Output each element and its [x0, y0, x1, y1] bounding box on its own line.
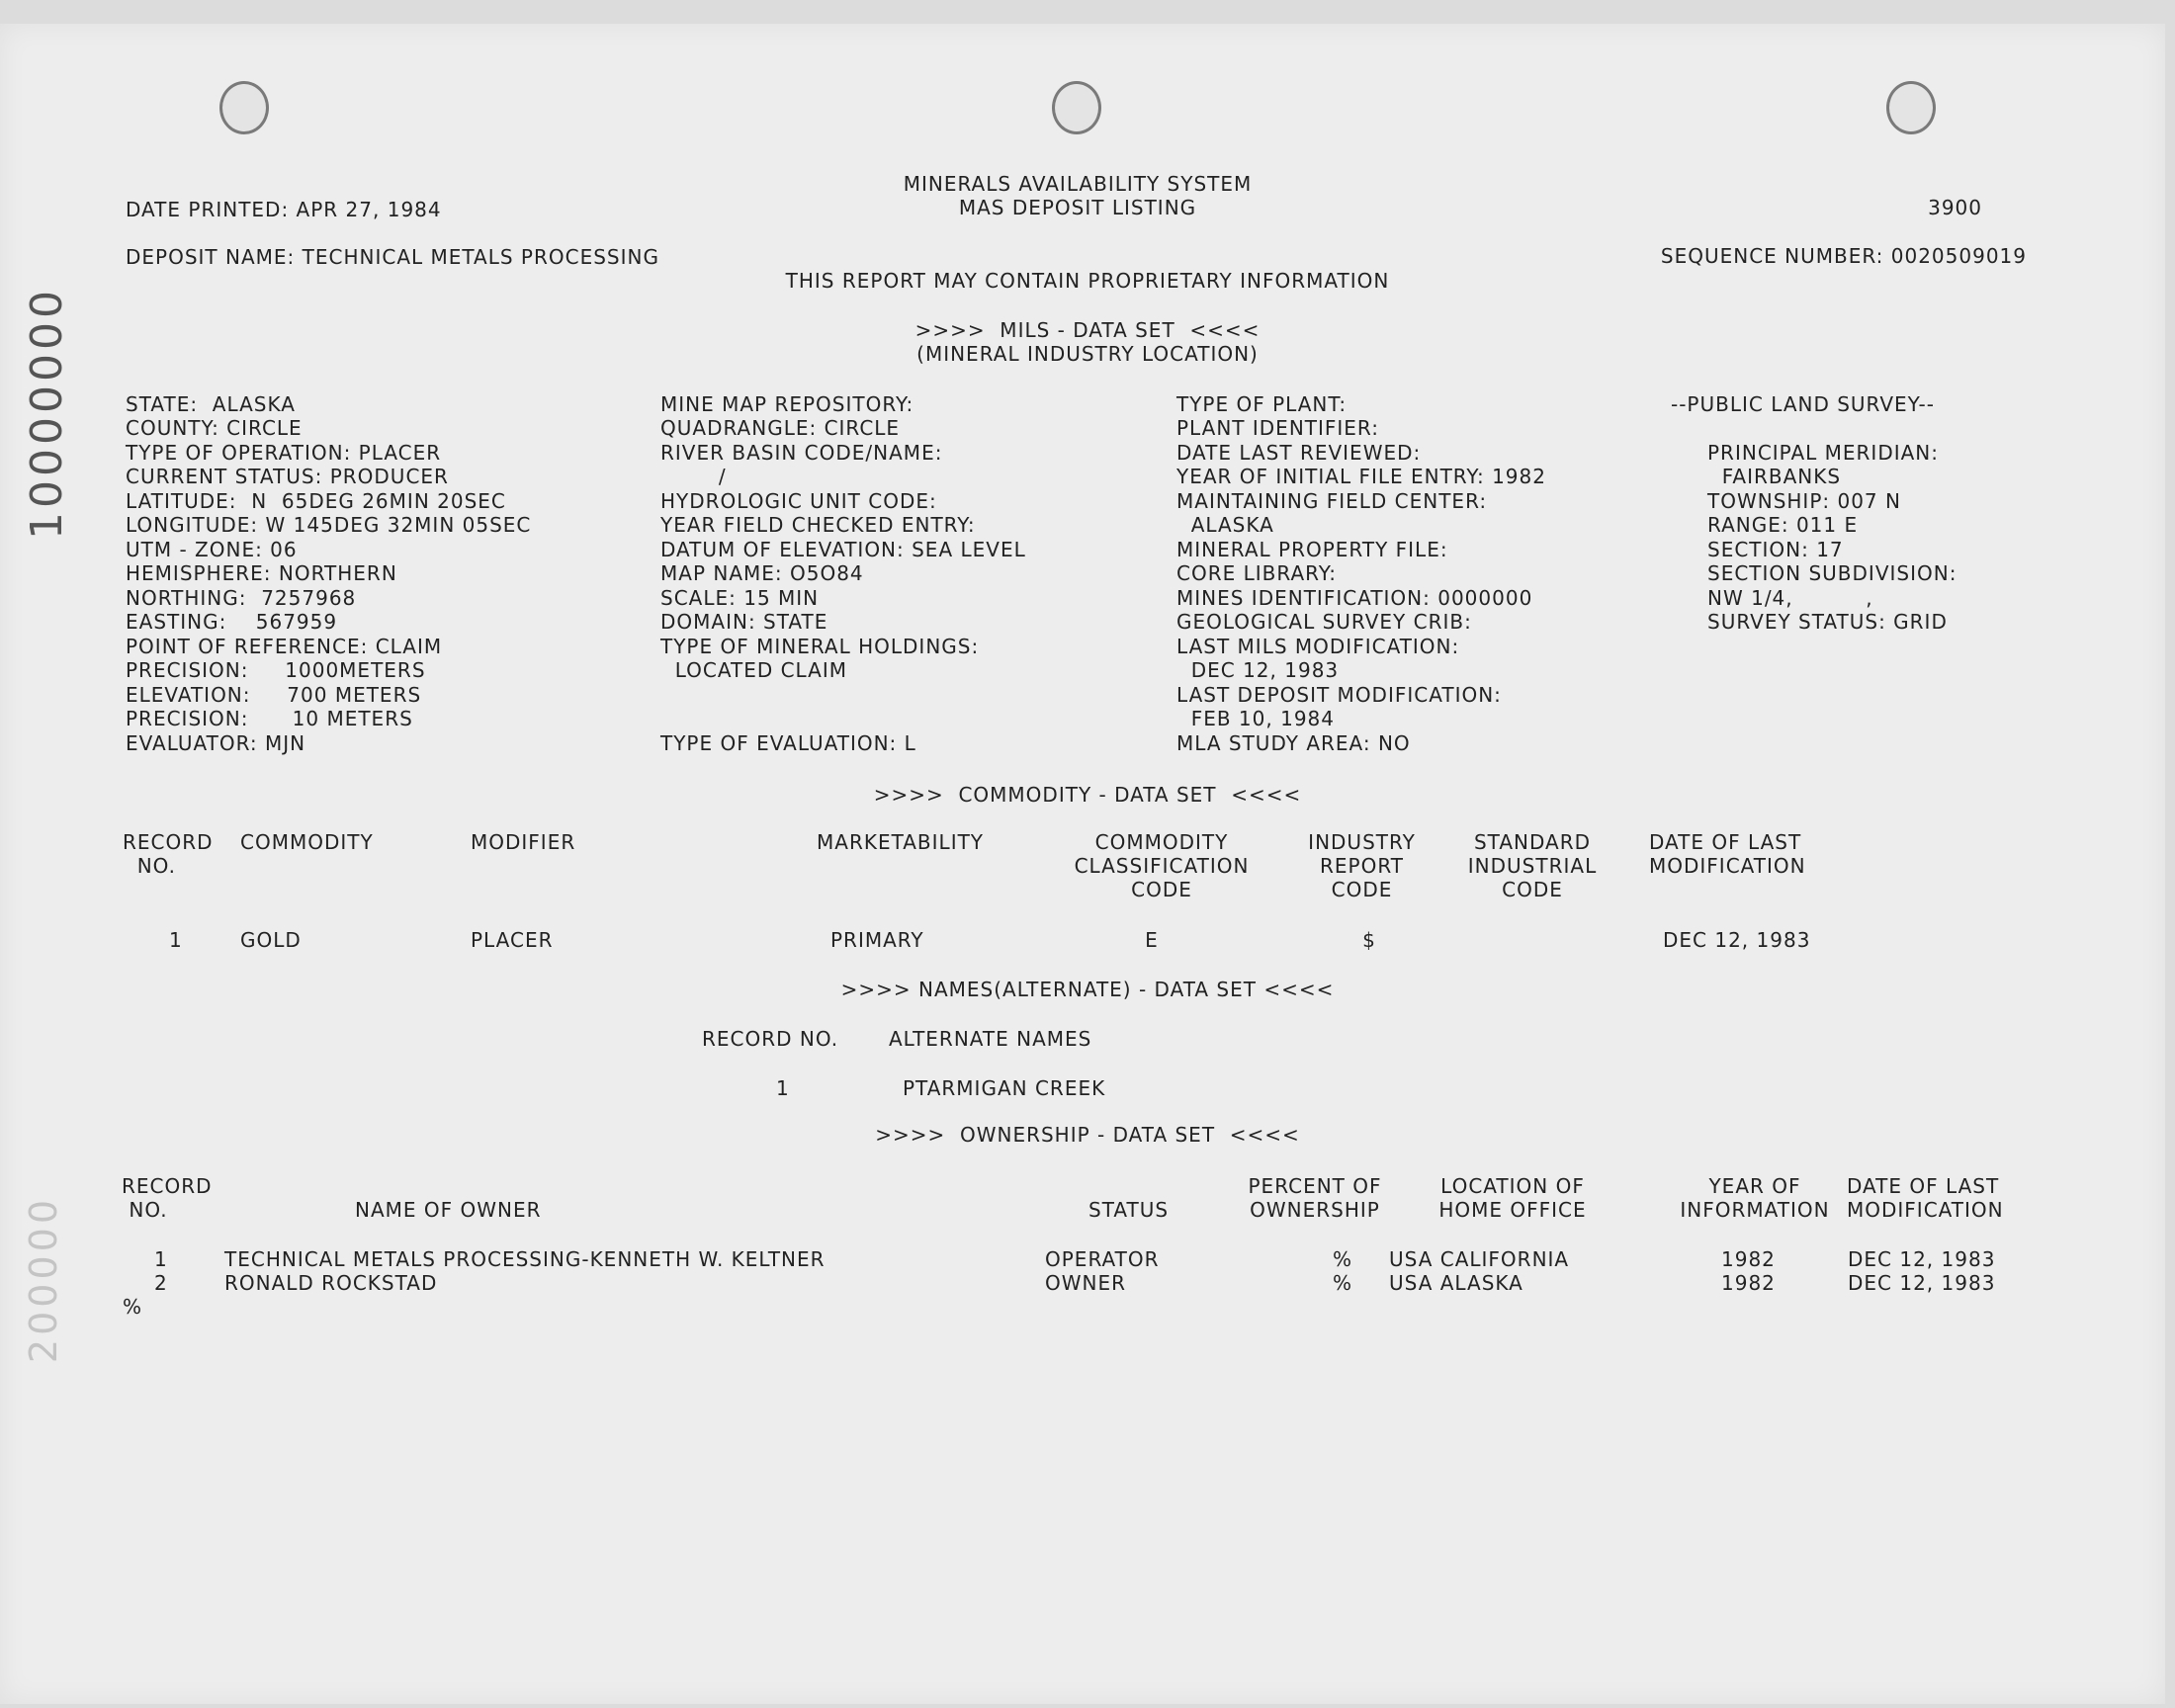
mils-heading: >>>> MILS - DATA SET <<<<: [914, 318, 1261, 342]
owner-year: 1982: [1721, 1247, 1776, 1271]
ownership-col-percent: PERCENT OF OWNERSHIP: [1248, 1174, 1382, 1222]
commodity-industry: $: [1362, 928, 1376, 952]
names-col-names: ALTERNATE NAMES: [889, 1027, 1092, 1051]
mils-field: ELEVATION: 700 METERS: [126, 683, 422, 707]
mils-field: TYPE OF EVALUATION: L: [660, 731, 916, 755]
names-heading: >>>> NAMES(ALTERNATE) - DATA SET <<<<: [840, 978, 1335, 1001]
commodity-col-industry: INDUSTRY REPORT CODE: [1308, 830, 1416, 901]
public-land-survey-title: --PUBLIC LAND SURVEY--: [1671, 392, 1935, 416]
mils-field: DATE LAST REVIEWED:: [1176, 441, 1422, 465]
mils-field: DEC 12, 1983: [1176, 658, 1340, 682]
names-record: 1: [776, 1076, 790, 1100]
mils-field: FAIRBANKS: [1707, 465, 1842, 488]
mils-field: YEAR OF INITIAL FILE ENTRY: 1982: [1176, 465, 1546, 488]
mils-field: LAST MILS MODIFICATION:: [1176, 635, 1460, 658]
mils-field: /: [660, 465, 727, 488]
side-number: 10000000: [22, 287, 72, 540]
punch-hole-right: [1886, 81, 1936, 134]
owner-date: DEC 12, 1983: [1848, 1247, 1996, 1271]
deposit-name: DEPOSIT NAME: TECHNICAL METALS PROCESSING: [126, 245, 659, 269]
owner-name: TECHNICAL METALS PROCESSING-KENNETH W. KELTNER: [224, 1247, 826, 1271]
ownership-col-owner: NAME OF OWNER: [355, 1198, 542, 1222]
commodity-col-commodity: COMMODITY: [240, 830, 374, 854]
mils-field: MAINTAINING FIELD CENTER:: [1176, 489, 1488, 513]
ownership-record: 2: [154, 1271, 168, 1295]
commodity-name: GOLD: [240, 928, 302, 952]
ownership-record: 1: [154, 1247, 168, 1271]
sequence-number: SEQUENCE NUMBER: 0020509019: [1660, 244, 2027, 268]
mils-field: POINT OF REFERENCE: CLAIM: [126, 635, 443, 658]
ownership-col-status: STATUS: [1088, 1198, 1170, 1222]
mils-field: MINE MAP REPOSITORY:: [660, 392, 914, 416]
mils-field: LATITUDE: N 65DEG 26MIN 20SEC: [126, 489, 506, 513]
mils-field: MLA STUDY AREA: NO: [1176, 731, 1411, 755]
ownership-col-record: RECORD NO.: [122, 1174, 213, 1222]
owner-date: DEC 12, 1983: [1848, 1271, 1996, 1295]
owner-percent: %: [1333, 1247, 1353, 1271]
ownership-footer-mark: %: [123, 1295, 143, 1319]
owner-location: USA ALASKA: [1389, 1271, 1523, 1295]
ownership-heading: >>>> OWNERSHIP - DATA SET <<<<: [875, 1123, 1300, 1147]
mils-field: GEOLOGICAL SURVEY CRIB:: [1176, 610, 1472, 634]
alternate-name: PTARMIGAN CREEK: [903, 1076, 1106, 1100]
mils-field: FEB 10, 1984: [1176, 707, 1335, 730]
mils-field: DATUM OF ELEVATION: SEA LEVEL: [660, 538, 1026, 561]
mils-field: SECTION: 17: [1707, 538, 1844, 561]
ownership-col-location: LOCATION OF HOME OFFICE: [1438, 1174, 1587, 1222]
mils-field: PRECISION: 1000METERS: [126, 658, 426, 682]
owner-year: 1982: [1721, 1271, 1776, 1295]
ownership-col-year: YEAR OF INFORMATION: [1680, 1174, 1830, 1222]
mils-field: SCALE: 15 MIN: [660, 586, 820, 610]
commodity-col-record: RECORD NO.: [123, 830, 214, 878]
listing-title: MAS DEPOSIT LISTING: [958, 196, 1197, 219]
commodity-heading: >>>> COMMODITY - DATA SET <<<<: [873, 783, 1302, 807]
punch-hole-left: [219, 81, 269, 134]
mils-field: CORE LIBRARY:: [1176, 561, 1338, 585]
owner-status: OWNER: [1045, 1271, 1127, 1295]
mils-field: HEMISPHERE: NORTHERN: [126, 561, 397, 585]
commodity-col-classification: COMMODITY CLASSIFICATION CODE: [1074, 830, 1250, 901]
mils-field: MAP NAME: O5O84: [660, 561, 864, 585]
mils-field: PRECISION: 10 METERS: [126, 707, 413, 730]
mils-field: RANGE: 011 E: [1707, 513, 1859, 537]
ownership-col-date: DATE OF LAST MODIFICATION: [1847, 1174, 2004, 1222]
mils-field: ALASKA: [1176, 513, 1274, 537]
commodity-modifier: PLACER: [471, 928, 554, 952]
commodity-col-date: DATE OF LAST MODIFICATION: [1649, 830, 1806, 878]
mils-field: QUADRANGLE: CIRCLE: [660, 416, 901, 440]
mils-field: LAST DEPOSIT MODIFICATION:: [1176, 683, 1502, 707]
mils-field: SECTION SUBDIVISION:: [1707, 561, 1958, 585]
punch-hole-center: [1052, 81, 1101, 134]
mils-field: NORTHING: 7257968: [126, 586, 357, 610]
mils-field: PLANT IDENTIFIER:: [1176, 416, 1379, 440]
mils-field: SURVEY STATUS: GRID: [1707, 610, 1948, 634]
mils-field: MINERAL PROPERTY FILE:: [1176, 538, 1448, 561]
mils-field: TYPE OF PLANT:: [1176, 392, 1348, 416]
mils-field: LONGITUDE: W 145DEG 32MIN 05SEC: [126, 513, 532, 537]
owner-location: USA CALIFORNIA: [1389, 1247, 1570, 1271]
owner-percent: %: [1333, 1271, 1353, 1295]
mils-field: RIVER BASIN CODE/NAME:: [660, 441, 943, 465]
mils-field: YEAR FIELD CHECKED ENTRY:: [660, 513, 976, 537]
system-title: MINERALS AVAILABILITY SYSTEM: [903, 172, 1253, 196]
names-col-record: RECORD NO.: [702, 1027, 839, 1051]
mils-subheading: (MINERAL INDUSTRY LOCATION): [916, 342, 1259, 366]
mils-field: COUNTY: CIRCLE: [126, 416, 303, 440]
side-number-faint: 200000: [22, 1196, 65, 1364]
mils-field: TYPE OF OPERATION: PLACER: [126, 441, 442, 465]
commodity-classification: E: [1145, 928, 1159, 952]
mils-field: TOWNSHIP: 007 N: [1707, 489, 1901, 513]
commodity-col-modifier: MODIFIER: [471, 830, 576, 854]
mils-field: CURRENT STATUS: PRODUCER: [126, 465, 449, 488]
mils-field: LOCATED CLAIM: [660, 658, 847, 682]
commodity-record: 1: [169, 928, 183, 952]
proprietary-notice: THIS REPORT MAY CONTAIN PROPRIETARY INFORMATION: [785, 269, 1390, 293]
commodity-col-marketability: MARKETABILITY: [817, 830, 985, 854]
mils-field: NW 1/4, ,: [1707, 586, 1873, 610]
mils-field: UTM - ZONE: 06: [126, 538, 298, 561]
date-printed: DATE PRINTED: APR 27, 1984: [126, 198, 442, 221]
mils-field: TYPE OF MINERAL HOLDINGS:: [660, 635, 980, 658]
mils-field: DOMAIN: STATE: [660, 610, 828, 634]
mils-field: HYDROLOGIC UNIT CODE:: [660, 489, 937, 513]
page-code: 3900: [1928, 196, 1982, 219]
owner-name: RONALD ROCKSTAD: [224, 1271, 438, 1295]
commodity-marketability: PRIMARY: [830, 928, 924, 952]
mils-field: STATE: ALASKA: [126, 392, 296, 416]
commodity-col-standard: STANDARD INDUSTRIAL CODE: [1467, 830, 1598, 901]
mils-field: EVALUATOR: MJN: [126, 731, 306, 755]
owner-status: OPERATOR: [1045, 1247, 1160, 1271]
mils-field: MINES IDENTIFICATION: 0000000: [1176, 586, 1533, 610]
commodity-date: DEC 12, 1983: [1663, 928, 1811, 952]
mils-field: PRINCIPAL MERIDIAN:: [1707, 441, 1940, 465]
mils-field: EASTING: 567959: [126, 610, 338, 634]
